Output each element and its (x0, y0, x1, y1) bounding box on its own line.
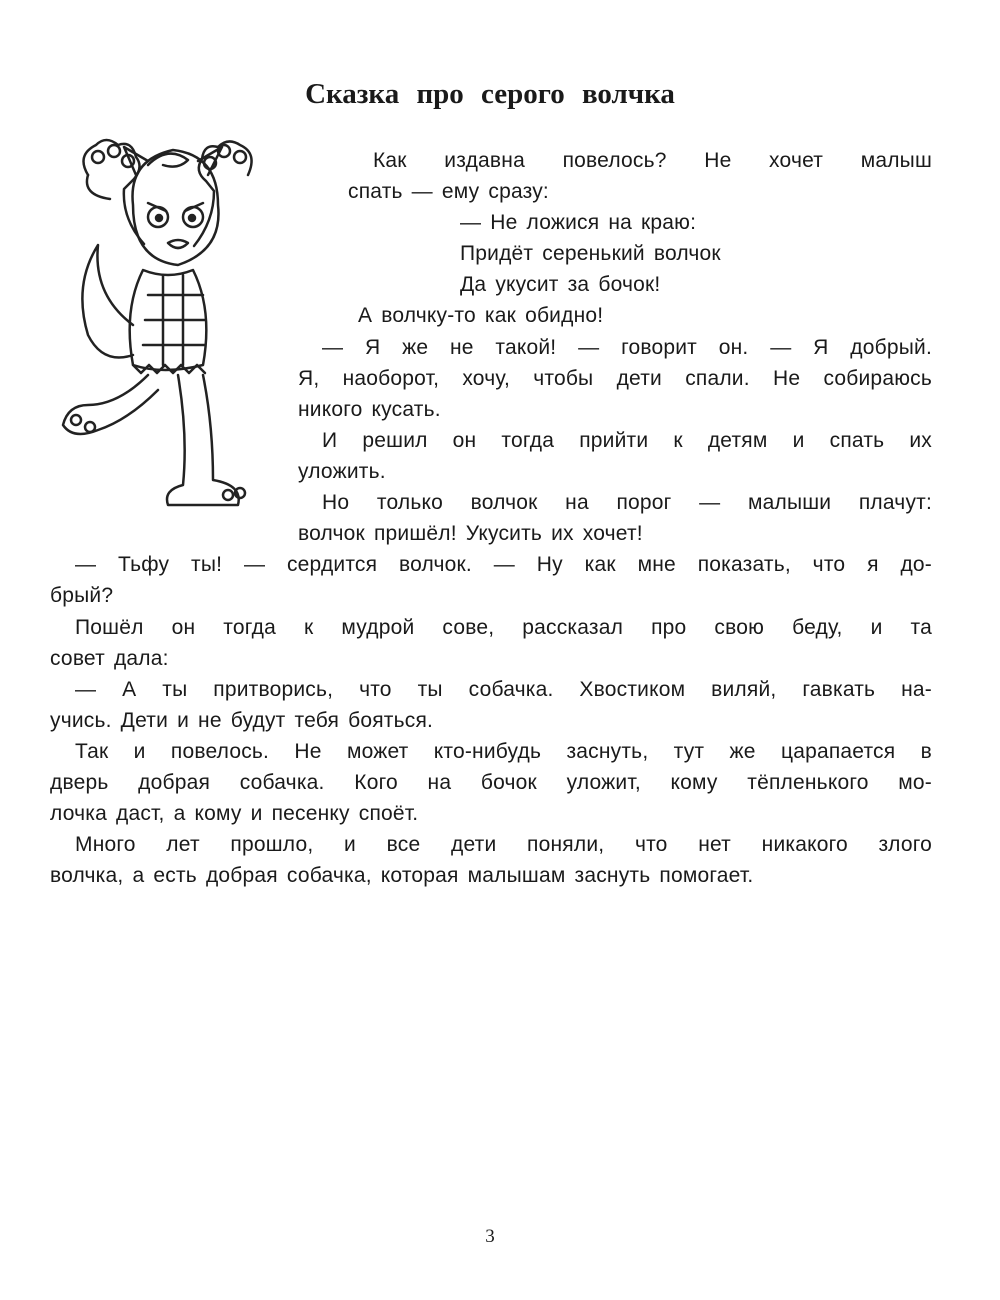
poem-line: Придёт серенький волчок (460, 242, 721, 265)
text-line: — Я же не такой! — говорит он. — Я добрый. (322, 336, 932, 359)
text-line: лочка даст, а кому и песенку споёт. (50, 802, 419, 825)
text-line: дверь добрая собачка. Кого на бочок уложит, кому тёпленького мо- (50, 771, 932, 794)
text-line: брый? (50, 584, 114, 607)
text-line: И решил он тогда прийти к детям и спать их (322, 429, 932, 452)
poem-line: Да укусит за бочок! (460, 273, 661, 296)
text-line: А волчку-то как обидно! (358, 304, 604, 327)
poem-line: — Не ложися на краю: (460, 211, 697, 234)
wolf-cub-illustration (48, 135, 288, 510)
text-line: — Тьфу ты! — сердится волчок. — Ну как мне показать, что я до- (75, 553, 932, 576)
text-line: Так и повелось. Не может кто-нибудь заснуть, тут же царапается в (75, 740, 932, 763)
text-line: — А ты притворись, что ты собачка. Хвостиком виляй, гавкать на- (75, 678, 932, 701)
text-line: Много лет прошло, и все дети поняли, что нет никакого злого (75, 833, 932, 856)
text-line: Как издавна повелось? Не хочет малыш (373, 149, 932, 172)
page-number: 3 (485, 1226, 495, 1247)
text-line: волчок пришёл! Укусить их хочет! (298, 522, 643, 545)
text-line: Но только волчок на порог — малыши плачут: (322, 491, 932, 514)
text-line: учись. Дети и не будут тебя бояться. (50, 709, 434, 732)
text-line: Я, наоборот, хочу, чтобы дети спали. Не собираюсь (298, 367, 932, 390)
page-title: Сказка про серого волчка (305, 78, 675, 110)
text-line: спать — ему сразу: (348, 180, 549, 203)
text-line: никого кусать. (298, 398, 441, 421)
text-line: совет дала: (50, 647, 169, 670)
text-line: волчка, а есть добрая собачка, которая малышам заснуть помогает. (50, 864, 754, 887)
text-line: уложить. (298, 460, 386, 483)
text-line: Пошёл он тогда к мудрой сове, рассказал про свою беду, и та (75, 616, 932, 639)
